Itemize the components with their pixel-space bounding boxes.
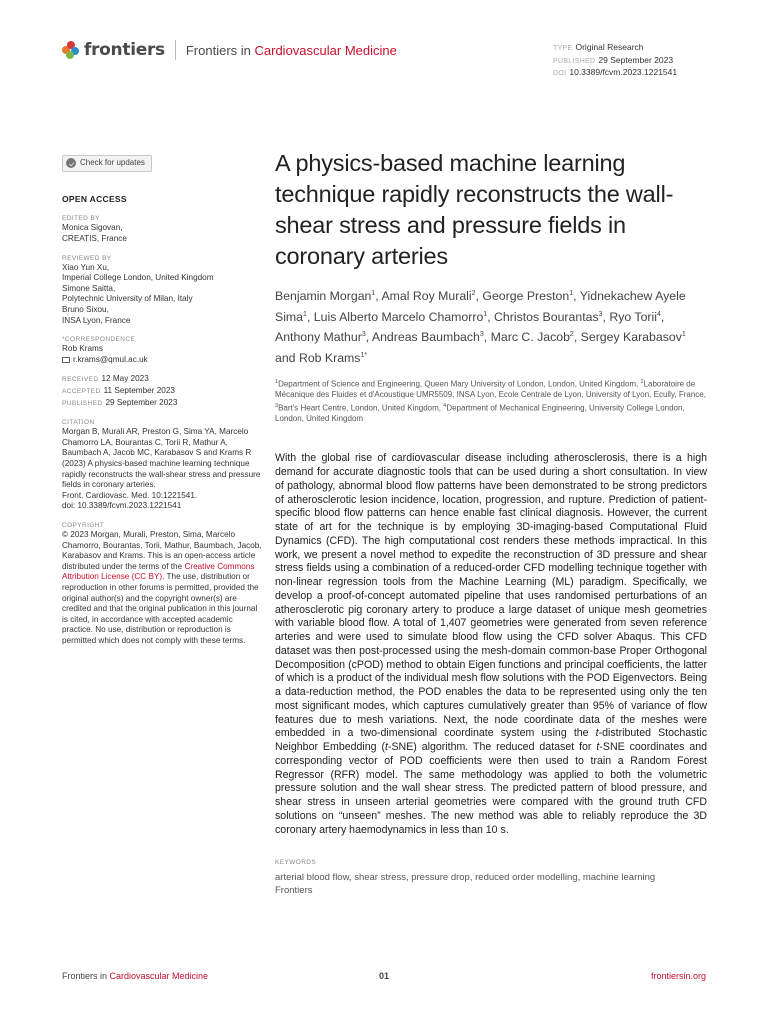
reviewer-line: Bruno Sixou, [62, 305, 109, 315]
author[interactable]: Ryo Torii$^4$ [609, 309, 661, 324]
keywords: arterial blood flow, shear stress, pressure drop, reduced order modelling, machine learning Frontiers [275, 872, 656, 896]
citation-journal: Front. Cardiovasc. Med. 10:1221541. [62, 490, 198, 500]
citation-text: Morgan B, Murali AR, Preston G, Sima YA, Marcelo Chamorro LA, Bourantas C, Torii R, Mathur A, Baumbach A, Jacob MC, Karabasov S and Krams R (2023) A physics-based machine learning technique rapidly reconstructs the wall-shear stress and pressure fields in coronary arteries. [62, 427, 261, 490]
dates: RECEIVED 12 May 2023 ACCEPTED 11 September 2023 PUBLISHED 29 September 2023 [62, 374, 178, 407]
published-date: 29 September 2023 [598, 54, 674, 65]
reviewed-by-label: REVIEWED BY [62, 254, 112, 262]
author[interactable]: Christos Bourantas$^3$ [494, 309, 603, 324]
reviewer-line: Polytechnic University of Milan, Italy [62, 294, 193, 304]
copyright-label: COPYRIGHT [62, 521, 105, 529]
doi-link[interactable]: 10.3389/fcvm.2023.1221541 [569, 67, 678, 77]
edited-by-line-2: CREATIS, France [62, 234, 127, 244]
page-footer [62, 971, 706, 985]
page-number: 01 [378, 971, 389, 981]
author[interactable]: Sergey Karabasov$^1$ [580, 330, 686, 345]
mail-icon [62, 357, 70, 363]
author[interactable]: Luis Alberto Marcelo Chamorro$^1$ [313, 309, 488, 324]
author[interactable]: Amal Roy Murali$^2$ [381, 289, 476, 304]
article-type: Original Research [575, 42, 644, 52]
abstract: With the global rise of cardiovascular disease including atherosclerosis, there is a high demand for accurate diagnostic tools that can be used during a short consultation. In view of pathology, abnormal blood flow patterns have been demonstrated to be strong predictors of atherosclerotic lesion incidence, location, progression, and rupture. Prediction of patient-specific blood flow patterns can hence enable fast clinical diagnosis. However, the current state of art for the technique is by employing 3D-imaging-based Computational Fluid Dynamics (CFD). The high computational cost renders these methods impractical. In this work, we present a novel method to expedite the reconstruction of 3D pressure and shear stress fields using a combination of a reduced-order CFD modelling technique together with non-linear regression tools from the Machine Learning (ML) paradigm. Specifically, we develop a proof-of-concept automated pipeline that uses randomised perturbations of an atherosclerotic pig coronary artery to produce a large dataset of unique mesh geometries with variable blood flow. A total of 1,407 geometries were generated from seven reference arteries and were used to simulate blood flow using the CFD solver Abaqus. This CFD dataset was then post-processed using the mesh-domain common-base Proper Orthogonal Decomposition (cPOD) method to obtain Eigen functions and principal coefficients, the latter of which is a product of the individual mesh flow solutions with the POD Eigenvectors. Being a data-reduction method, the POD enables the data to be represented using only the ten most significant modes, which captures cumulatively greater than 95% of variance of flow features due to mesh variations. Next, the node coordinate data of the meshes were embedded in a two-dimensional coordinate system using the t-distributed Stochastic Neighbor Embedding (t-SNE) algorithm. The reduced dataset for t-SNE coordinates and corresponding vector of POD coefficients were then used to train a Random Forest Regressor (RFR) model. The same methodology was applied to both the volumetric pressure solution and the wall shear stress. The predicted pattern of blood pressure, and shear stress in unseen arterial geometries were compared with the ground truth CFD solutions on “unseen” meshes. The new method was able to reliably reproduce the 3D coronary artery haemodynamics in less than 10 s. [275, 452, 707, 836]
author[interactable]: George Preston$^1$ [482, 289, 574, 304]
author[interactable]: Marc C. Jacob$^2$ [490, 330, 574, 345]
reviewer-line: Imperial College London, United Kingdom [62, 273, 214, 283]
published-date-side: 29 September 2023 [105, 397, 178, 407]
page-header [62, 38, 706, 78]
footer-journal: Frontiers in Cardiovascular Medicine [62, 971, 209, 981]
author-list: Benjamin Morgan$^1$, Amal Roy Murali$^2$, George Preston$^1$, Yidnekachew Ayele Sima$^1$, Luis Alberto Marcelo Chamorro$^1$, Christos Bourantas$^3$, Ryo Torii$^4$, Anthony Mathur$^3$, Andreas Baumbach$^3$, Marc C. Jacob$^2$, Sergey Karabasov$^1$ and Rob Krams$^{1*}$ [275, 289, 686, 365]
correspondence-email[interactable]: r.krams@qmul.ac.uk [73, 354, 148, 364]
correspondence-name: Rob Krams [62, 344, 103, 354]
logo-divider [175, 40, 176, 60]
frontiers-logo[interactable] [62, 40, 397, 60]
edited-by-line-1: Monica Sigovan, [62, 223, 123, 233]
citation-label: CITATION [62, 419, 95, 427]
citation-doi: doi: 10.3389/fcvm.2023.1221541 [62, 501, 182, 511]
license-link[interactable]: Creative Commons Attribution License (CC BY). [62, 561, 255, 582]
article-title: A physics-based machine learning technique rapidly reconstructs the wall-shear stress and pressure fields in coronary arteries [275, 150, 674, 269]
edited-by-label: EDITED BY [62, 215, 100, 223]
sidebar [62, 155, 262, 646]
keywords-label: KEYWORDS [275, 859, 317, 867]
open-access-label: OPEN ACCESS [62, 193, 127, 204]
copyright-text: © 2023 Morgan, Murali, Preston, Sima, Marcelo Chamorro, Bourantas, Torii, Mathur, Baumbach, Jacob, Karabasov and Krams. This is an open-access article distributed under the terms of the Creative Commons Attribution License (CC BY). The use, distribution or reproduction in other forums is permitted, provided the original author(s) and the copyright owner(s) are credited and that the original publication in this journal is cited, in accordance with accepted academic practice. No use, distribution or reproduction is permitted which does not comply with these terms. [62, 529, 262, 645]
author[interactable]: Andreas Baumbach$^3$ [371, 330, 484, 345]
check-icon [66, 158, 76, 168]
affiliations: $^1$Department of Science and Engineering, Queen Mary University of London, London, United Kingdom, $^2$Laboratoire de Mécanique des Fluides et d'Acoustique UMR5509, INSA Lyon, Ecole Centrale de Lyon, University of Lyon, Ecully, France, $^3$Bart's Heart Centre, London, United Kingdom, $^4$Department of Mechanical Engineering, University College London, London, United Kingdom [275, 379, 706, 423]
article-meta: TYPE Original Research PUBLISHED 29 September 2023 DOI 10.3389/fcvm.2023.1221541 [553, 42, 678, 77]
accepted-date: 11 September 2023 [103, 386, 175, 396]
author[interactable]: Anthony Mathur$^3$ [275, 330, 366, 345]
check-for-updates-button[interactable]: Check for updates [62, 155, 152, 172]
received-date: 12 May 2023 [101, 374, 149, 384]
journal-name: Frontiers in Cardiovascular Medicine [185, 42, 397, 58]
reviewer-line: Simone Saitta, [62, 283, 116, 293]
author[interactable]: Yidnekachew Ayele Sima$^1$ [275, 289, 686, 324]
footer-site-link[interactable]: frontiersin.org [650, 971, 706, 981]
author[interactable]: Benjamin Morgan$^1$ [275, 289, 376, 304]
reviewer-line: INSA Lyon, France [62, 315, 131, 325]
correspondence-label: *CORRESPONDENCE [62, 336, 136, 344]
frontiers-logo-icon [62, 41, 80, 59]
main-column [275, 148, 707, 897]
author[interactable]: Rob Krams$^{1*}$ [298, 350, 368, 365]
reviewer-line: Xiao Yun Xu, [62, 262, 110, 272]
logo-text: frontiers [84, 40, 165, 60]
